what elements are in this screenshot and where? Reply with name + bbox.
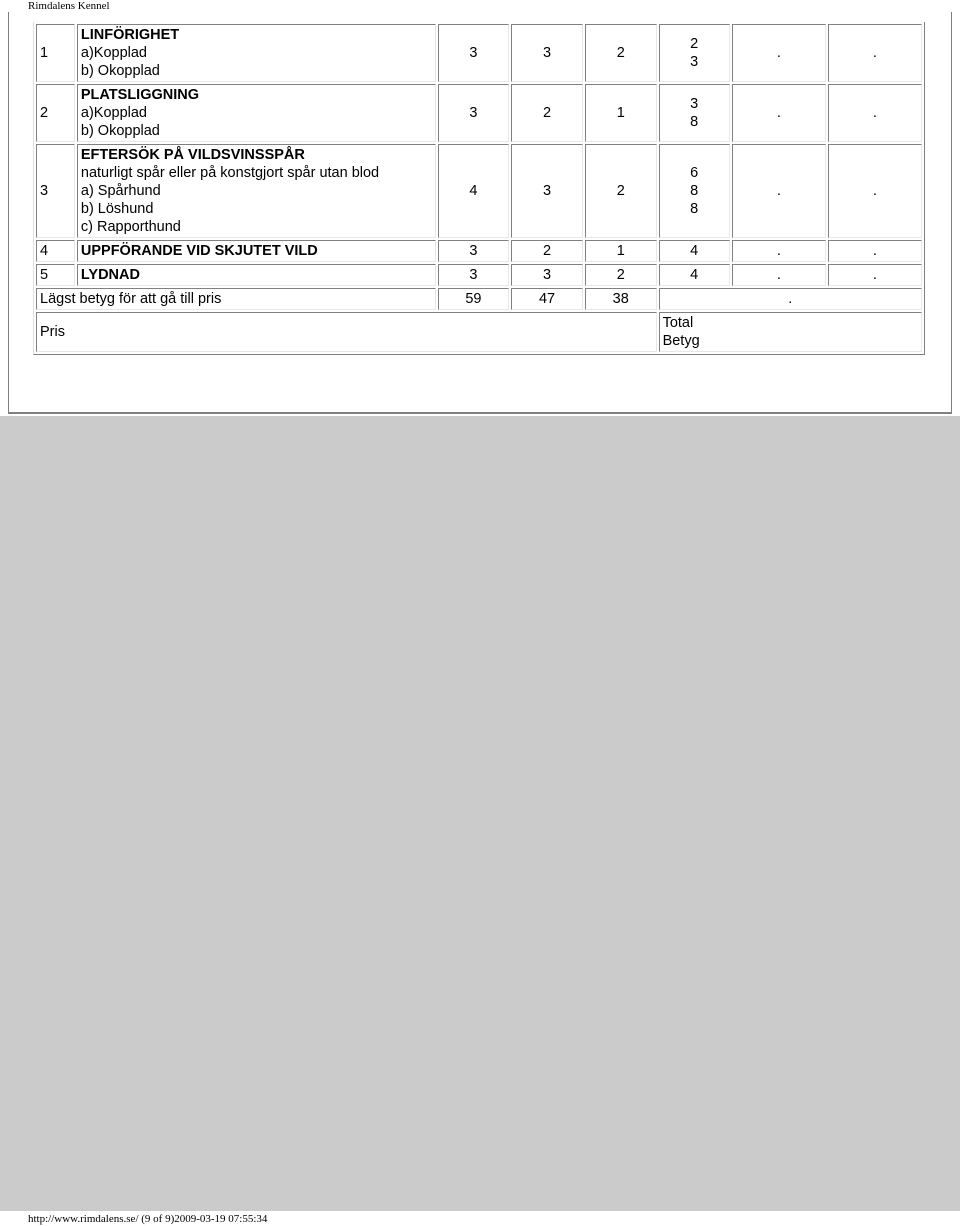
blank-cell: .: [732, 240, 826, 262]
total-value: [659, 24, 730, 82]
blank-cell: .: [732, 144, 826, 238]
score-value: 2: [511, 84, 583, 142]
blank-cell: .: [828, 84, 922, 142]
table-row: [36, 144, 922, 238]
min-score-value: 38: [585, 288, 657, 310]
min-score-label: Lägst betyg för att gå till pris: [36, 288, 436, 310]
score-value: 2: [585, 264, 657, 286]
criterion-line: b) Löshund: [80, 201, 154, 217]
criterion-line: naturligt spår eller på konstgjort spår utan blod: [80, 165, 380, 181]
empty-page-area: [0, 416, 960, 1211]
blank-cell: .: [828, 264, 922, 286]
blank-cell: .: [828, 144, 922, 238]
score-value: 1: [585, 240, 657, 262]
row-number: 5: [36, 264, 75, 286]
score-value: 3: [511, 144, 583, 238]
criterion-line: b) Okopplad: [80, 123, 160, 139]
score-value: 4: [438, 144, 510, 238]
row-number: 4: [36, 240, 75, 262]
criterion-title: LINFÖRIGHET: [80, 27, 180, 43]
criterion-title: EFTERSÖK PÅ VILDSVINSSPÅR: [80, 147, 305, 163]
criterion-line: a)Kopplad: [80, 45, 147, 61]
total-line: 8: [690, 201, 699, 217]
total-betyg-cell: [659, 312, 922, 352]
total-value: [659, 144, 730, 238]
blank-cell: .: [828, 24, 922, 82]
score-value: 2: [585, 24, 657, 82]
betyg-label: Betyg: [662, 333, 700, 349]
print-footer: http://www.rimdalens.se/ (9 of 9)2009-03-19 07:55:34: [28, 1213, 268, 1225]
criterion-title: PLATSLIGGNING: [80, 87, 200, 103]
criterion-line: c) Rapporthund: [80, 219, 181, 235]
criterion-cell: [77, 24, 436, 82]
score-value: 3: [511, 24, 583, 82]
total-value: 4: [659, 240, 730, 262]
total-value: [659, 84, 730, 142]
total-value: 4: [659, 264, 730, 286]
row-number: 3: [36, 144, 75, 238]
table-row: [36, 84, 922, 142]
score-value: 3: [438, 24, 510, 82]
score-value: 3: [511, 264, 583, 286]
table-row: [36, 240, 922, 262]
blank-cell: .: [732, 84, 826, 142]
criterion-cell: [77, 144, 436, 238]
criterion-title: LYDNAD: [80, 267, 140, 283]
total-line: 8: [690, 114, 699, 130]
score-value: 3: [438, 84, 510, 142]
table-row: [36, 24, 922, 82]
criterion-cell: [77, 264, 436, 286]
total-line: 6: [690, 165, 699, 181]
table-row: [36, 264, 922, 286]
blank-cell: .: [828, 240, 922, 262]
score-table: [33, 22, 925, 355]
blank-cell: .: [659, 288, 922, 310]
min-score-value: 59: [438, 288, 510, 310]
pris-row: [36, 312, 922, 352]
total-label: Total: [662, 315, 694, 331]
criterion-cell: [77, 240, 436, 262]
pris-label: Pris: [36, 312, 657, 352]
score-value: 2: [511, 240, 583, 262]
min-score-value: 47: [511, 288, 583, 310]
criterion-line: a) Spårhund: [80, 183, 161, 199]
blank-cell: .: [732, 264, 826, 286]
row-number: 2: [36, 84, 75, 142]
total-line: 3: [690, 54, 699, 70]
total-line: 8: [690, 183, 699, 199]
score-value: 3: [438, 264, 510, 286]
min-score-row: [36, 288, 922, 310]
criterion-line: b) Okopplad: [80, 63, 160, 79]
blank-cell: .: [732, 24, 826, 82]
row-number: 1: [36, 24, 75, 82]
criterion-title: UPPFÖRANDE VID SKJUTET VILD: [80, 243, 318, 259]
score-value: 3: [438, 240, 510, 262]
total-line: 3: [690, 96, 699, 112]
criterion-cell: [77, 84, 436, 142]
print-header: Rimdalens Kennel: [28, 0, 110, 12]
criterion-line: a)Kopplad: [80, 105, 147, 121]
score-value: 1: [585, 84, 657, 142]
total-line: 2: [690, 36, 699, 52]
score-value: 2: [585, 144, 657, 238]
